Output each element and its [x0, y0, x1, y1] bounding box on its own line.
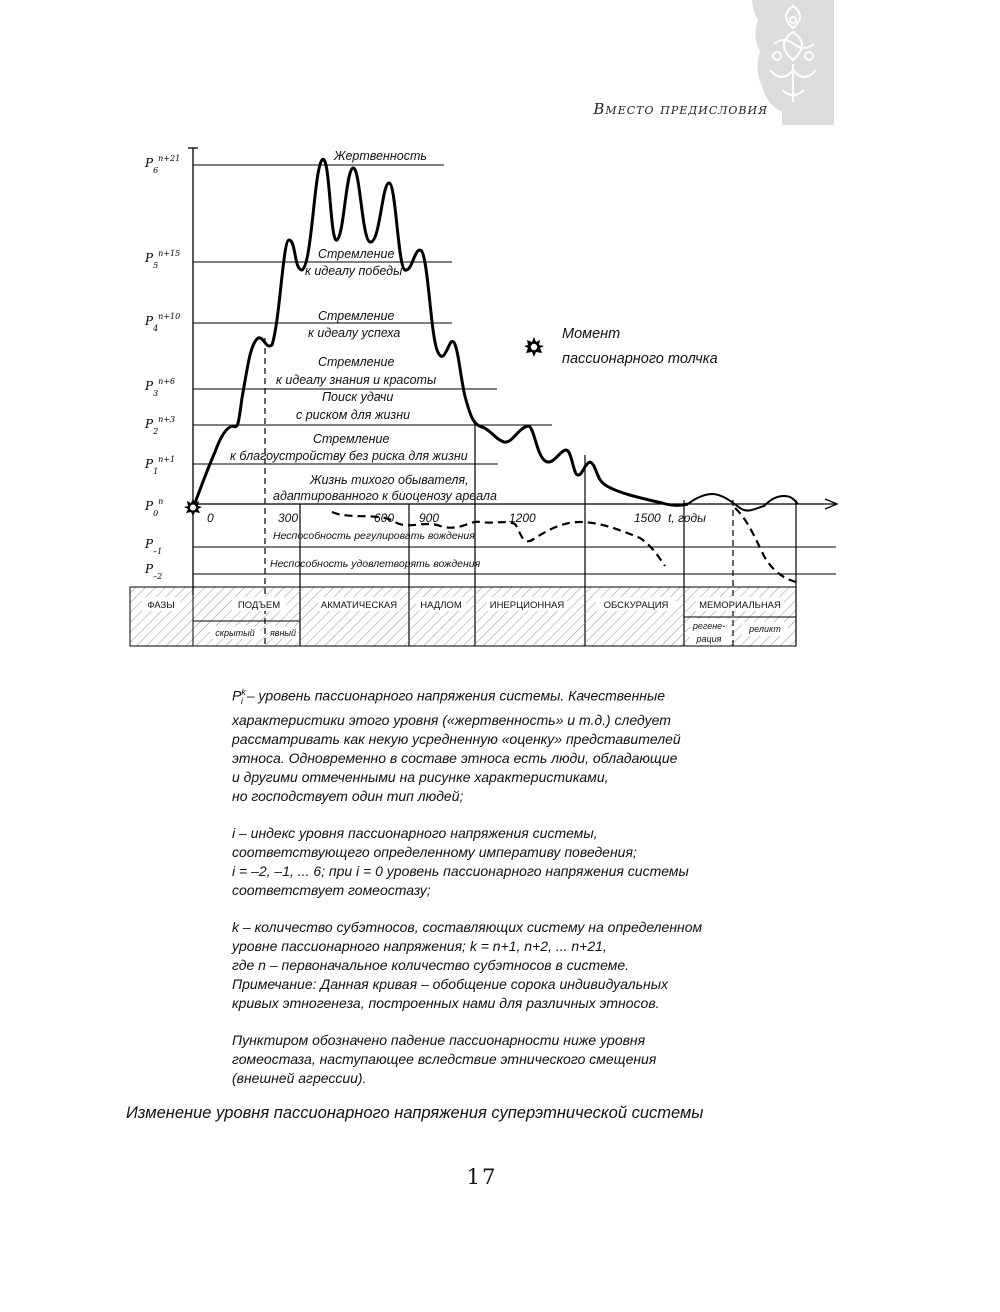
phase-acmatic: АКМАТИЧЕСКАЯ — [320, 600, 398, 611]
note-index-definition: i – индекс уровня пассионарного напряжения системы, соответствующего определенному императиву поведения; i = –2, –1, ... 6; при i = 0 уровень пассионарного напряжения системы соответствует гомеостазу; — [232, 825, 689, 899]
phase-sub-regen-1: регене- — [692, 621, 726, 631]
level-label-p1: $P_1^{n+1}$ — [145, 455, 176, 476]
impulse-burst-origin — [184, 499, 202, 516]
page-number: 17 — [466, 1165, 498, 1189]
axis-tick: 1200 — [509, 511, 536, 525]
level-text-luck-2: с риском для жизни — [296, 408, 411, 422]
notes-block — [232, 683, 772, 1106]
axis-unit-label: t, годы — [668, 511, 706, 525]
note-symbol-definition: $P^k_i$ – уровень пассионарного напряжения системы. Качественные характеристики этого уровня («жертвенность» и т.д.) следует рассматривать как некую усредненную «оценку» представителей этноса. Одновременно в составе этноса есть люди, обладающие и другими отмеченными на рисунке характеристиками, но господствует один тип людей; — [232, 687, 681, 805]
level-text-knowledge-1: Стремление — [318, 355, 395, 369]
legend-line-1: Момент — [562, 326, 621, 342]
note-k-definition: k – количество субэтносов, составляющих систему на определенном уровне пассионарного напряжения; k = n+1, n+2, ... n+21, где n – первоначальное количество субэтносов в системе. Примечание: Данная кривая – обобщение сорока индивидуальных кривых этногенеза, построенных нами для различных этносов. — [232, 919, 703, 1012]
level-label-p4: $P_4^{n+10}$ — [145, 312, 181, 333]
level-text-comfort-1: Стремление — [313, 432, 390, 446]
axis-tick: 1500 — [634, 511, 661, 525]
phase-rise: ПОДЪЕМ — [237, 600, 281, 611]
level-label-p0: $P_0^n$ — [145, 497, 164, 518]
phase-memorial: МЕМОРИАЛЬНАЯ — [699, 600, 781, 611]
axis-tick: 0 — [207, 511, 214, 525]
level-label-pm2: $P_{-2}$ — [145, 562, 163, 581]
axis-tick: 600 — [374, 511, 395, 525]
level-text-luck-1: Поиск удачи — [322, 390, 394, 404]
axis-tick: 900 — [419, 511, 440, 525]
phase-sub-explicit: явный — [269, 628, 297, 638]
legend-line-2: пассионарного толчка — [562, 351, 718, 367]
level-text-success-1: Стремление — [318, 309, 395, 323]
phase-sub-relic: реликт — [749, 624, 781, 634]
phase-breakdown: НАДЛОМ — [420, 600, 462, 611]
level-label-pm1: $P_{-1}$ — [145, 537, 163, 556]
level-label-p6: $P_6^{n+21}$ — [145, 154, 181, 175]
axis-tick: 300 — [278, 511, 299, 525]
level-text-victory-2: к идеалу победы — [305, 264, 403, 278]
level-text-satisfy: Неспособность удовлетворять вождения — [270, 558, 481, 570]
running-title: Вместо предисловия — [593, 100, 768, 118]
level-text-regulate: Неспособность регулировать вождения — [273, 530, 475, 542]
phase-inertial: ИНЕРЦИОННАЯ — [489, 600, 565, 611]
phase-obscuration: ОБСКУРАЦИЯ — [603, 600, 669, 611]
level-label-p3: $P_3^{n+6}$ — [145, 377, 176, 398]
symbol-p: P — [232, 687, 242, 704]
level-text-philistine-1: Жизнь тихого обывателя, — [310, 473, 469, 487]
passionarity-diagram — [0, 130, 1000, 660]
level-label-p2: $P_2^{n+3}$ — [145, 415, 176, 436]
phase-sub-hidden: скрытый — [215, 628, 255, 638]
level-text-victory-1: Стремление — [318, 247, 395, 261]
level-text-philistine-2: адаптированного к биоценозу ареала — [273, 489, 497, 503]
impulse-burst-legend-icon — [524, 337, 544, 357]
level-label-p5: $P_5^{n+15}$ — [145, 249, 181, 270]
level-text-knowledge-2: к идеалу знания и красоты — [276, 373, 437, 387]
level-text-comfort-2: к благоустройству без риска для жизни — [230, 449, 468, 463]
figure-caption: Изменение уровня пассионарного напряжения суперэтнической системы — [126, 1104, 704, 1122]
phase-row-label: ФАЗЫ — [147, 600, 175, 611]
phase-sub-regen-2: рация — [696, 634, 722, 644]
note-dashed-line: Пунктиром обозначено падение пассионарности ниже уровня гомеостаза, наступающее вследствие этнического смещения (внешней агрессии). — [232, 1032, 657, 1087]
level-text-sacrifice: Жертвенность — [334, 149, 427, 163]
level-text-success-2: к идеалу успеха — [308, 326, 401, 340]
